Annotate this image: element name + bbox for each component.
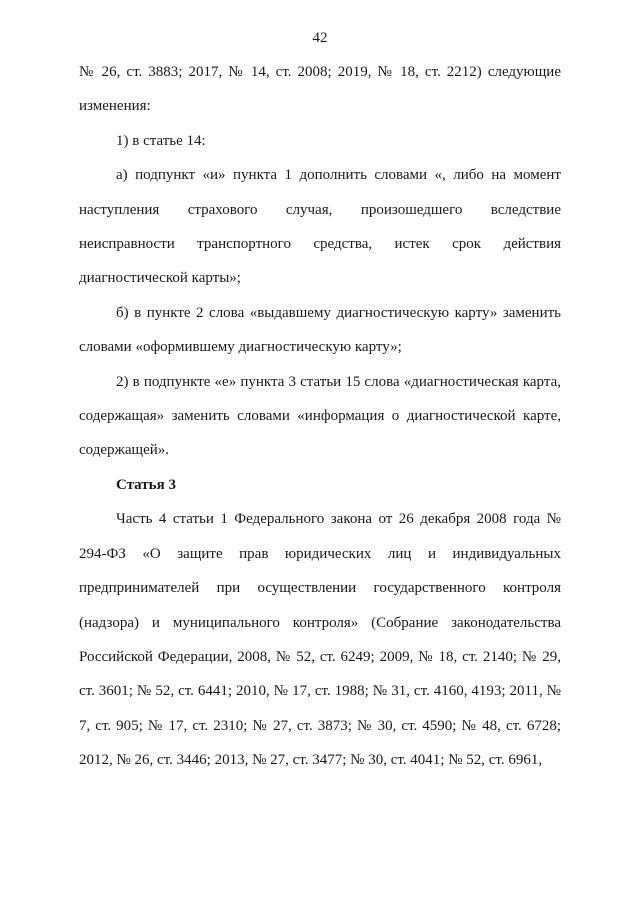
paragraph-item-1: 1) в статье 14: [116, 132, 206, 149]
paragraph-continuation: № 26, ст. 3883; 2017, № 14, ст. 2008; 2019, № 18, ст. 2212) следующие изменения: [79, 64, 561, 115]
page-number: 42 [312, 30, 328, 46]
article-heading: Статья 3 [116, 476, 176, 493]
paragraph-article-3: Часть 4 статьи 1 Федерального закона от 26 декабря 2008 года № 294-ФЗ «О защите прав юридических лиц и индивидуальных предпринимателей при осуществлении государственного контроля (надзора) и муниципального контроля» (Собрание законодательства Российской Федерации, 2008, № 52, ст. 6249; 2009, № 18, ст. 2140; № 29, ст. 3601; № 52, ст. 6441; 2010, № 17, ст. 1988; № 31, ст. 4160, 4193; 2011, № 7, ст. 905; № 17, ст. 2310; № 27, ст. 3873; № 30, ст. 4590; № 48, ст. 6728; 2012, № 26, ст. 3446; 2013, № 27, ст. 3477; № 30, ст. 4041; № 52, ст. 6961, [79, 511, 561, 769]
document-body [79, 55, 561, 778]
paragraph-item-2: 2) в подпункте «е» пункта 3 статьи 15 слова «диагностическая карта, содержащая» заменить словами «информация о диагностической карте, содержащей». [79, 373, 561, 459]
paragraph-subitem-a: а) подпункт «и» пункта 1 дополнить словами «, либо на момент наступления страхового случая, произошедшего вследствие неисправности транспортного средства, истек срок действия диагностической карты»; [79, 167, 561, 287]
paragraph-subitem-b: б) в пункте 2 слова «выдавшему диагностическую карту» заменить словами «оформившему диагностическую карту»; [79, 304, 561, 356]
